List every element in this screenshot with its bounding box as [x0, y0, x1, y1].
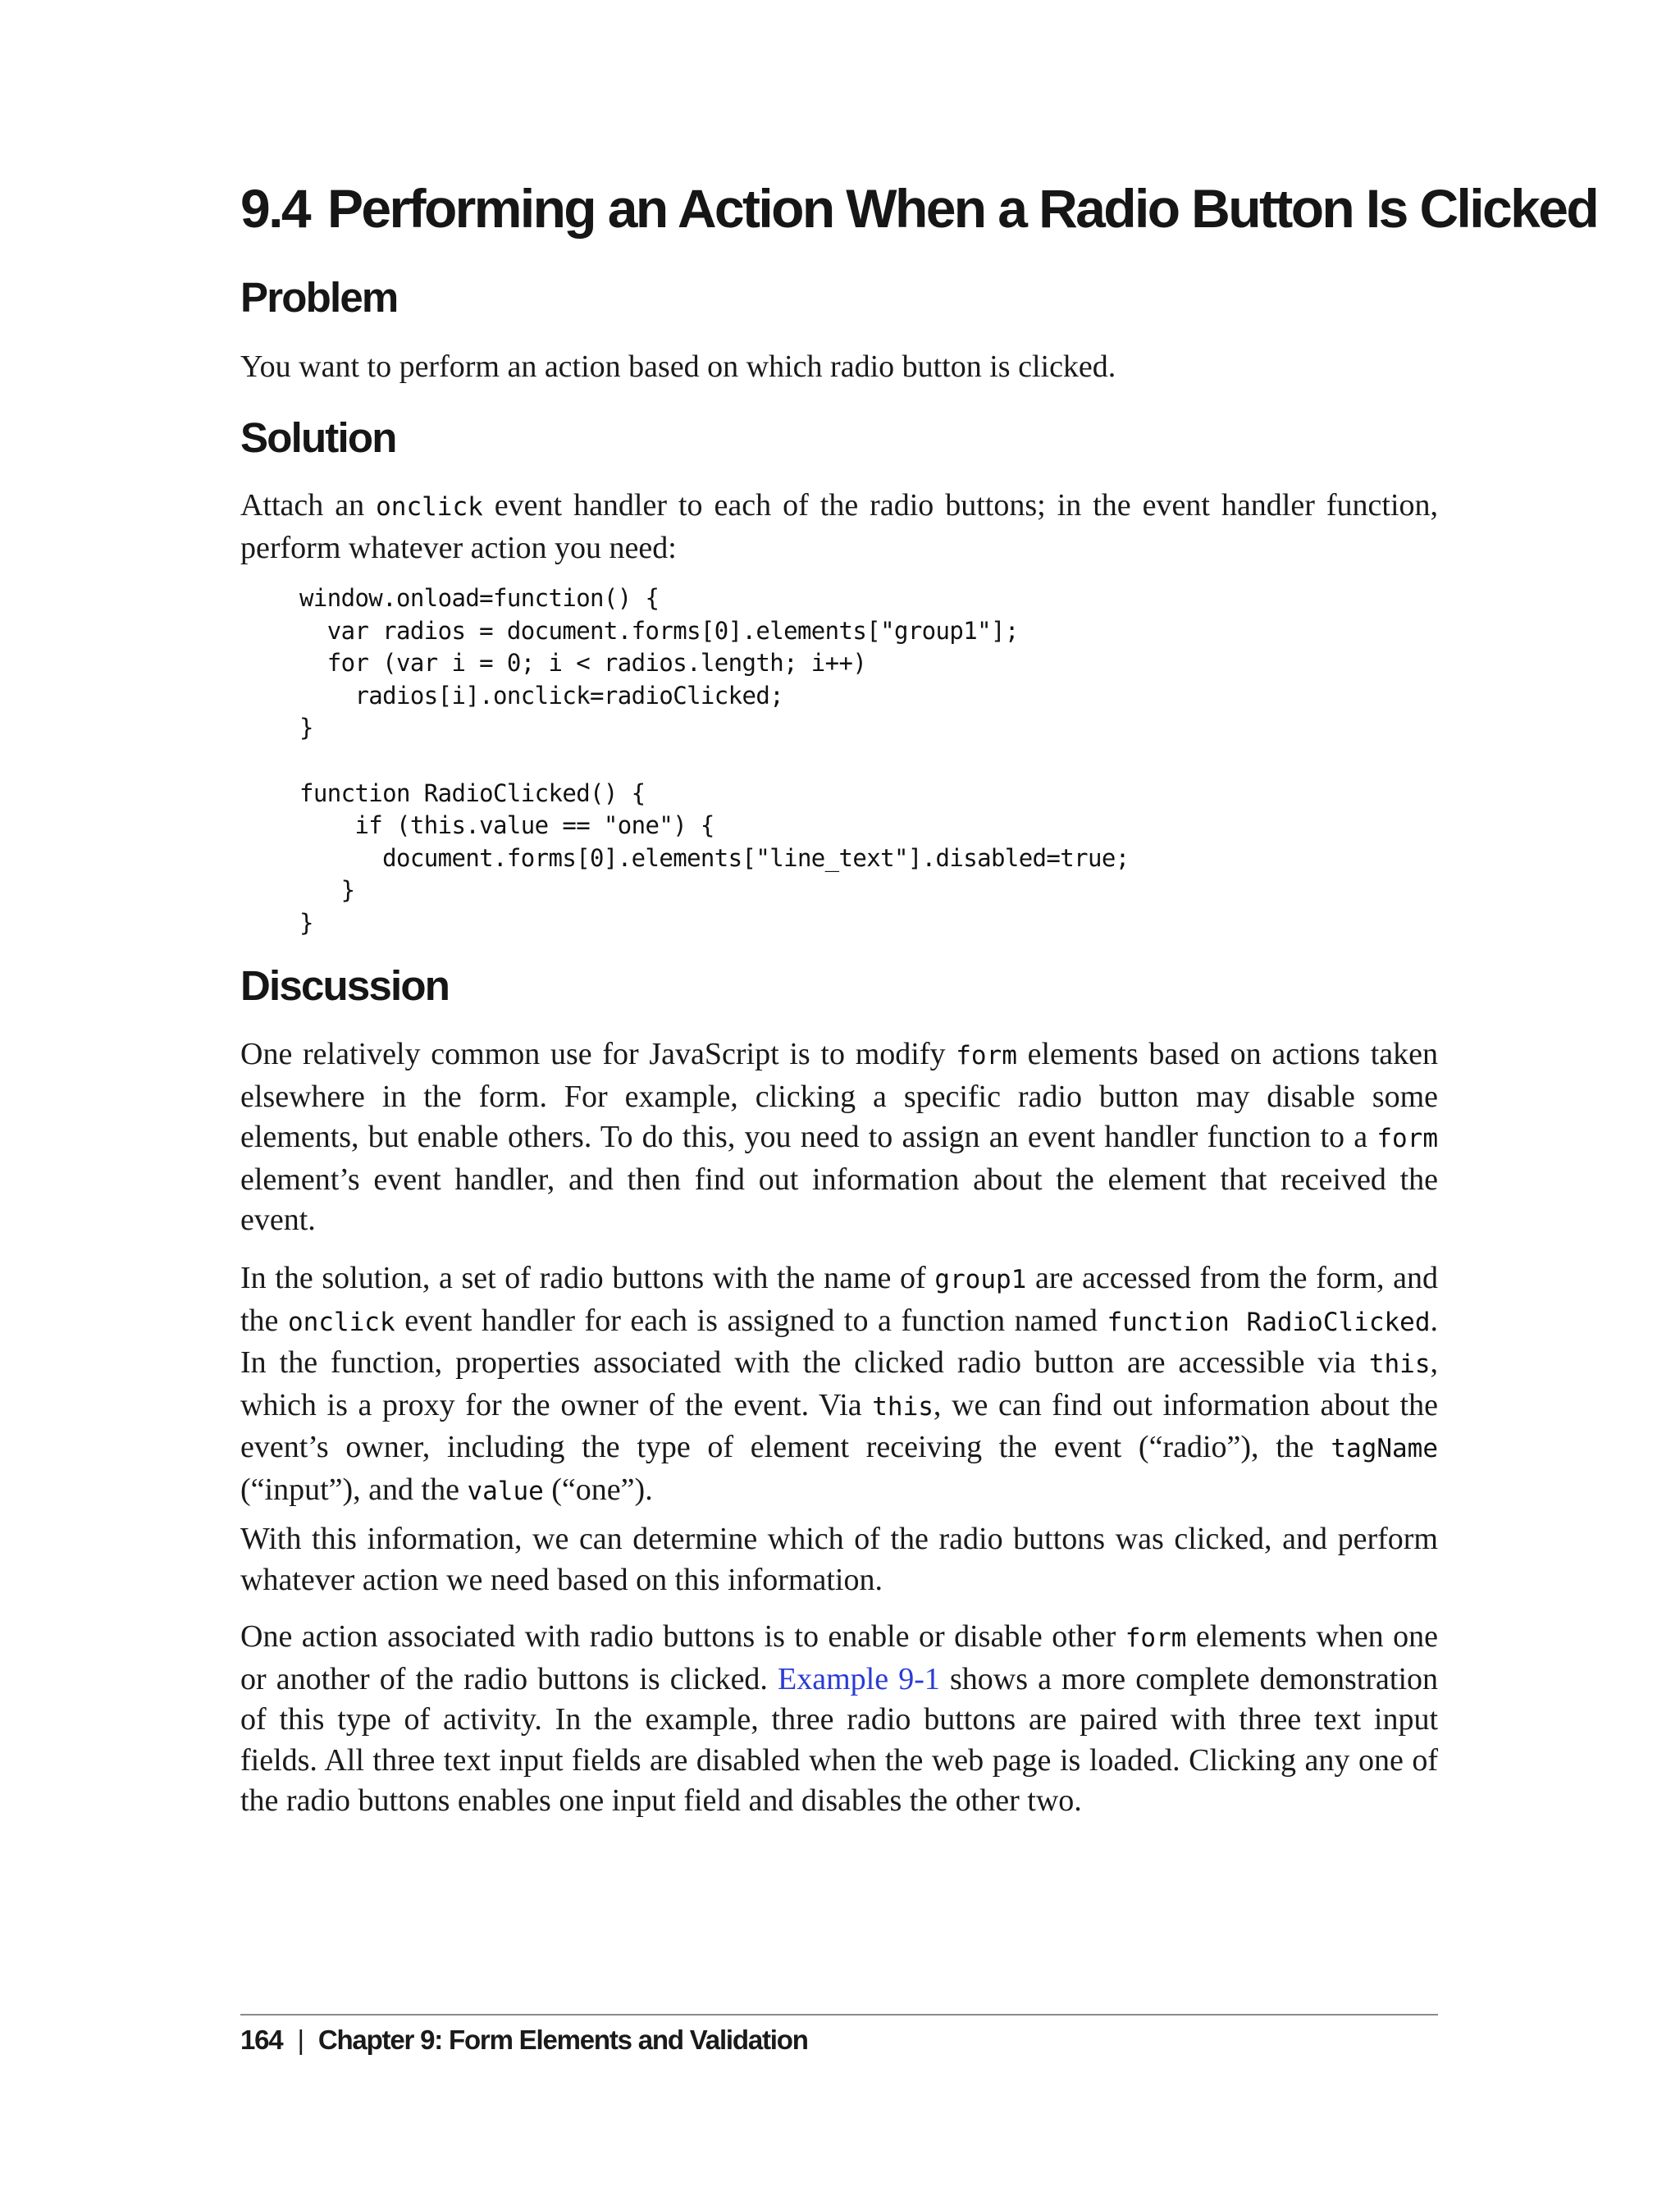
- inline-code: this: [1368, 1349, 1431, 1380]
- example-9-1-link[interactable]: Example 9-1: [778, 1661, 940, 1696]
- inline-code: form: [1376, 1124, 1438, 1154]
- inline-code: tagName: [1331, 1434, 1438, 1464]
- inline-code: onclick: [287, 1307, 395, 1337]
- discussion-paragraph-3: With this information, we can determine which of the radio buttons was clicked, and perform whatever action we need based on this information.: [240, 1522, 1438, 1597]
- page-number: 164: [240, 2025, 283, 2055]
- inline-code: function RadioClicked: [1107, 1307, 1431, 1337]
- footer-divider: [240, 2014, 1438, 2016]
- inline-code: onclick: [376, 492, 483, 522]
- problem-heading: Problem: [240, 274, 398, 321]
- book-page: [240, 0, 1598, 2205]
- solution-paragraph: Attach an onclick event handler to each of the radio buttons; in the event handler function, perform whatever action you need:: [240, 488, 1439, 565]
- discussion-paragraph-2: In the solution, a set of radio buttons with the name of group1 are accessed from the form, and the onclick event handler for each is assigned to a function named function RadioClicked. In the function, properties associated with the clicked radio button are accessible via this, which is a proxy for the owner of the event. Via this, we can find out information about the event’s owner, including the type of element receiving the event (“radio”), the tagName (“input”), and the value (“one”).: [240, 1261, 1438, 1507]
- page-footer: [240, 2025, 808, 2056]
- inline-code: group1: [934, 1265, 1027, 1294]
- section-title-text: Performing an Action When a Radio Button Is Clicked: [326, 178, 1598, 239]
- section-number: 9.4: [240, 178, 309, 239]
- solution-heading: Solution: [240, 414, 396, 461]
- inline-code: value: [467, 1476, 544, 1506]
- code-listing: window.onload=function() { var radios = document.forms[0].elements["group1"]; for (var i = 0; i < radios.length; i++) radios[i].onclick=radioClicked; } function RadioClicked() { if (this.value == "one") { document.forms[0].elements["line_text"].disabled=true; } }: [299, 584, 1130, 937]
- discussion-paragraph-1: One relatively common use for JavaScript is to modify form elements based on actions taken elsewhere in the form. For example, clicking a specific radio button may disable some elements, but enable others. To do this, you need to assign an event handler function to a form element’s event handler, and then find out information about the element that received the event.: [240, 1037, 1438, 1238]
- discussion-heading: Discussion: [240, 962, 450, 1009]
- inline-code: form: [956, 1041, 1017, 1071]
- inline-code: form: [1125, 1623, 1187, 1653]
- footer-separator: |: [297, 2025, 304, 2055]
- problem-text: You want to perform an action based on which radio button is clicked.: [240, 349, 1116, 384]
- chapter-title: Chapter 9: Form Elements and Validation: [317, 2025, 808, 2055]
- section-title: [240, 179, 1597, 239]
- discussion-paragraph-4: One action associated with radio buttons is to enable or disable other form elements when one or another of the radio buttons is clicked. Example 9-1 shows a more complete demonstration of this type of activity. In the example, three radio buttons are paired with three text input fields. All three text input fields are disabled when the web page is loaded. Clicking any one of the radio buttons enables one input field and disables the other two.: [240, 1619, 1439, 1819]
- inline-code: this: [872, 1391, 934, 1422]
